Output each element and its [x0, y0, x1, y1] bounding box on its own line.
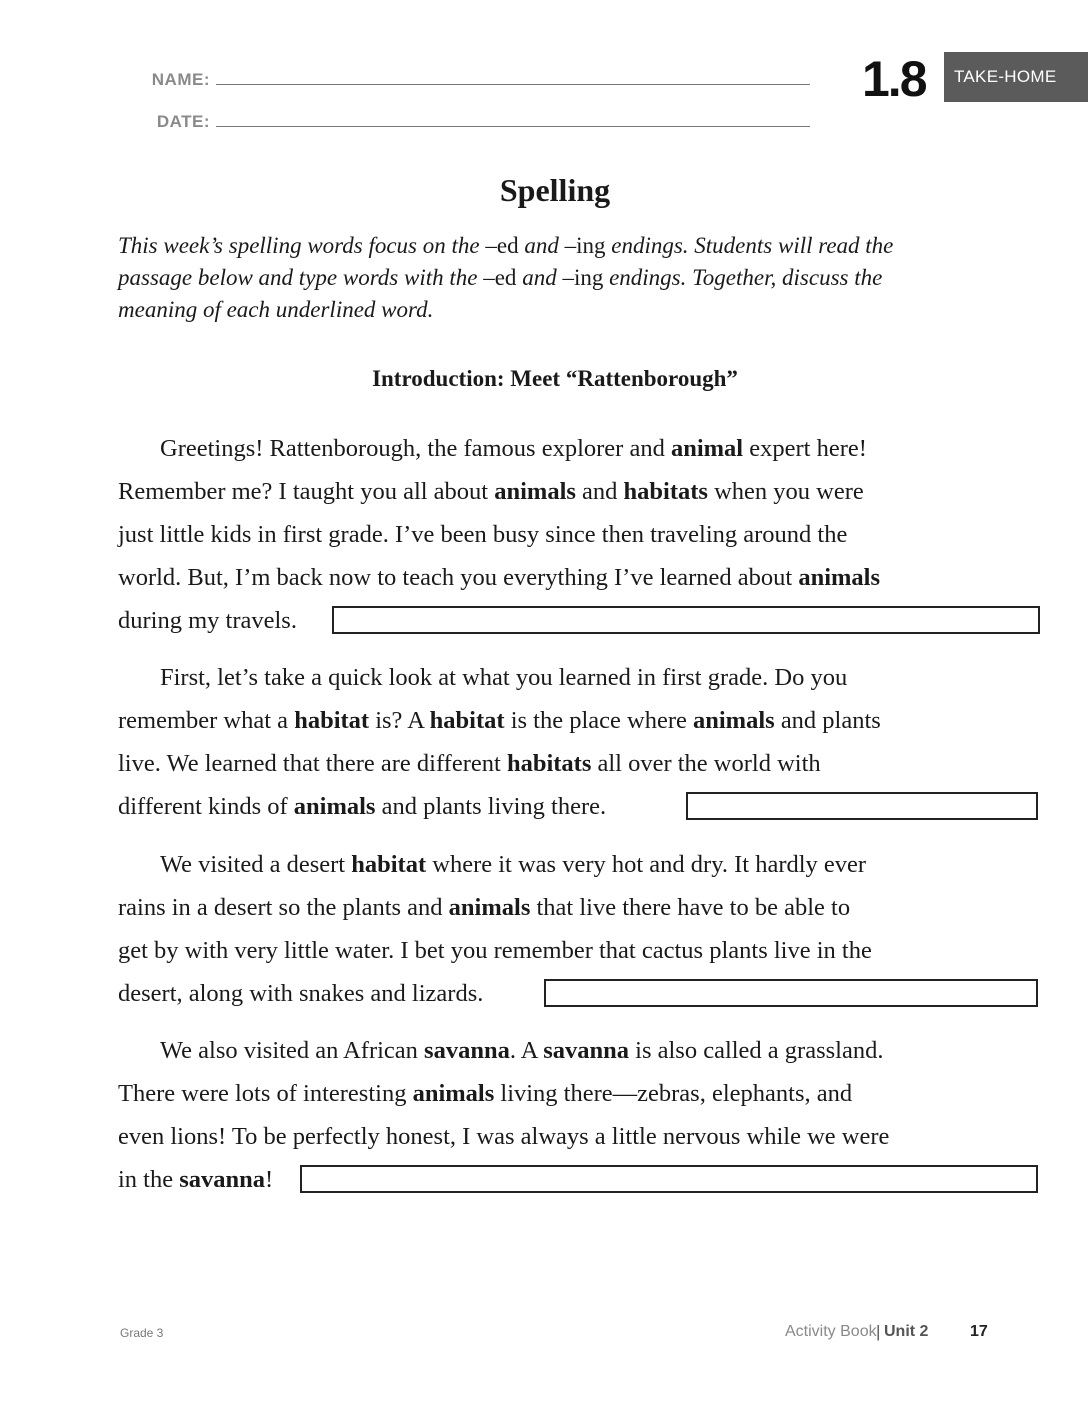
footer-book-title: Activity Book — [785, 1323, 877, 1340]
footer-separator: | — [876, 1322, 881, 1341]
vocab-word: animals — [798, 564, 881, 591]
take-home-tag: TAKE-HOME — [944, 52, 1088, 102]
paragraph-1: Greetings! Rattenborough, the famous explorer and animal expert here! Remember me? I taught you all about animals and habitats when you were just little kids in first grade. I’ve been busy since then traveling around the world. But, I’m back now to teach you everything I’ve learned about animals during my travels. — [118, 427, 1042, 642]
answer-box-3[interactable] — [544, 979, 1038, 1007]
answer-box-1[interactable] — [332, 606, 1040, 634]
page-title: Spelling — [499, 172, 611, 208]
vocab-word: habitat — [294, 707, 370, 734]
page-number: 17 — [970, 1323, 988, 1340]
paragraph-3: We visited a desert habitat where it was very hot and dry. It hardly ever rains in a desert so the plants and animals that live there have to be able to get by with very little water. I bet you remember that cactus plants live in the desert, along with snakes and lizards. — [118, 843, 1042, 1015]
date-label: DATE: — [156, 112, 210, 131]
vocab-word: habitat — [429, 707, 505, 734]
paragraph-2: First, let’s take a quick look at what you learned in first grade. Do you remember what a habitat is? A habitat is the place where animals and plants live. We learned that there are different habitats all over the world with different kinds of animals and plants living there. — [118, 656, 1042, 828]
answer-box-4[interactable] — [300, 1165, 1038, 1193]
paragraph-4: We also visited an African savanna. A savanna is also called a grassland. There were lots of interesting animals living there—zebras, elephants, and even lions! To be perfectly honest, I was always a little nervous while we were in the savanna! — [118, 1029, 1042, 1201]
name-line[interactable] — [216, 84, 810, 85]
vocab-word: habitats — [506, 750, 592, 777]
vocab-word: savanna — [179, 1166, 266, 1193]
vocab-word: savanna — [543, 1037, 630, 1064]
vocab-word: animals — [448, 894, 531, 921]
vocab-word: animals — [412, 1080, 495, 1107]
date-line[interactable] — [216, 126, 810, 127]
vocab-word: animals — [293, 793, 376, 820]
vocab-word: animals — [494, 478, 576, 505]
answer-box-2[interactable] — [686, 792, 1038, 820]
instructions: This week’s spelling words focus on the –ed and –ing endings. Students will read the passage below and type words with the –ed and –ing endings. Together, discuss the meaning of each underlined word. — [118, 233, 894, 322]
vocab-word: animal — [670, 435, 744, 462]
name-label: NAME: — [151, 70, 210, 89]
vocab-word: animals — [693, 707, 775, 734]
lesson-number: 1.8 — [862, 51, 926, 107]
vocab-word: habitats — [623, 478, 708, 505]
vocab-word: savanna — [424, 1037, 510, 1064]
vocab-word: habitat — [351, 851, 427, 878]
footer-unit: Unit 2 — [884, 1323, 929, 1340]
section-heading: Introduction: Meet “Rattenborough” — [372, 366, 738, 391]
footer-grade: Grade 3 — [120, 1326, 164, 1340]
